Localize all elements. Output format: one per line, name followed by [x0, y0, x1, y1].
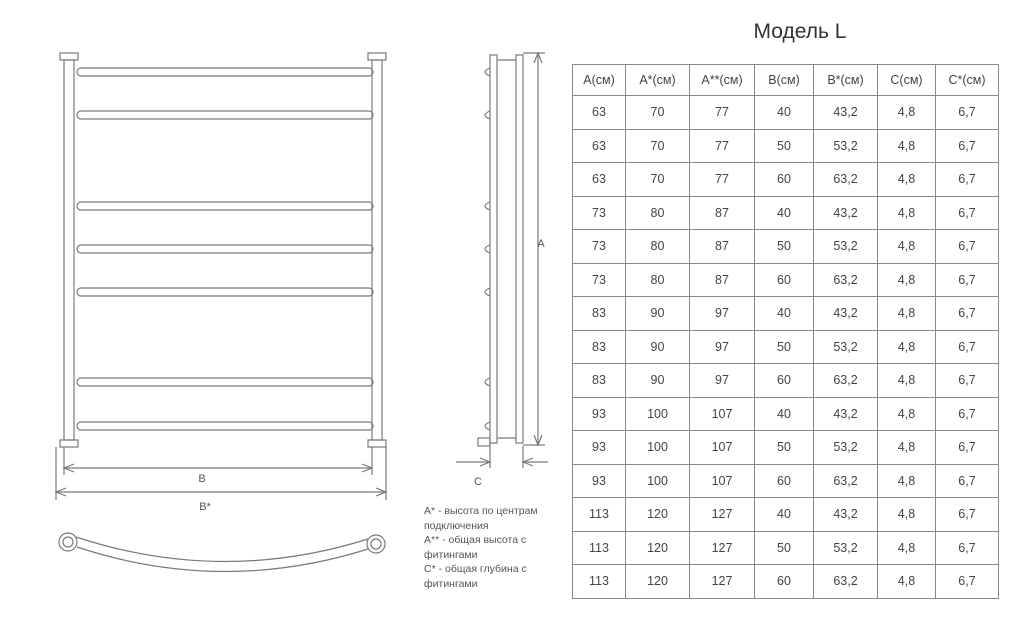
note-a-double-star: А** - общая высота с фитингами — [424, 534, 527, 561]
table-cell: 113 — [573, 498, 626, 532]
table-cell: 4,8 — [878, 498, 936, 532]
header-a: А(см) — [573, 65, 626, 96]
table-cell: 87 — [690, 196, 755, 230]
rung — [77, 288, 373, 296]
table-cell: 63,2 — [814, 464, 878, 498]
table-cell: 63 — [573, 163, 626, 197]
table-cell: 43,2 — [814, 196, 878, 230]
table-cell: 93 — [573, 397, 626, 431]
table-body — [573, 96, 999, 599]
table-cell: 50 — [755, 431, 814, 465]
side-fitting — [478, 438, 490, 446]
table-cell: 6,7 — [936, 397, 999, 431]
table-cell: 77 — [690, 129, 755, 163]
table-row — [573, 431, 999, 465]
table-cell: 4,8 — [878, 96, 936, 130]
table-cell: 93 — [573, 431, 626, 465]
front-view — [60, 53, 386, 447]
table-row — [573, 531, 999, 565]
table-cell: 4,8 — [878, 163, 936, 197]
table-cell: 90 — [626, 297, 690, 331]
table-cell: 4,8 — [878, 129, 936, 163]
table-cell: 40 — [755, 96, 814, 130]
rung — [77, 202, 373, 210]
table-cell: 53,2 — [814, 129, 878, 163]
table-cell: 90 — [626, 364, 690, 398]
table-cell: 4,8 — [878, 397, 936, 431]
table-row — [573, 297, 999, 331]
top-view — [59, 533, 385, 572]
table-cell: 83 — [573, 297, 626, 331]
table-cell: 6,7 — [936, 263, 999, 297]
table-cell: 100 — [626, 431, 690, 465]
table-cell: 4,8 — [878, 196, 936, 230]
table-cell: 53,2 — [814, 230, 878, 264]
table-cell: 43,2 — [814, 96, 878, 130]
table-cell: 40 — [755, 297, 814, 331]
header-a-star: А*(см) — [626, 65, 690, 96]
header-c-star: С*(см) — [936, 65, 999, 96]
table-cell: 60 — [755, 163, 814, 197]
side-upright-front — [516, 55, 523, 443]
table-cell: 6,7 — [936, 163, 999, 197]
table-cell: 50 — [755, 330, 814, 364]
table-cell: 6,7 — [936, 129, 999, 163]
table-cell: 80 — [626, 230, 690, 264]
table-cell: 53,2 — [814, 531, 878, 565]
table-cell: 60 — [755, 464, 814, 498]
table-cell: 6,7 — [936, 330, 999, 364]
notes — [424, 504, 574, 591]
table-cell: 6,7 — [936, 196, 999, 230]
table-cell: 77 — [690, 163, 755, 197]
table-cell: 97 — [690, 330, 755, 364]
table-cell: 73 — [573, 230, 626, 264]
table-cell: 6,7 — [936, 565, 999, 599]
table-cell: 43,2 — [814, 397, 878, 431]
label-b: B — [198, 473, 206, 485]
table-cell: 6,7 — [936, 230, 999, 264]
table-cell: 40 — [755, 397, 814, 431]
table-cell: 100 — [626, 397, 690, 431]
right-upright — [372, 60, 382, 440]
table-cell: 6,7 — [936, 431, 999, 465]
note-c-star: С* - общая глубина с фитингами — [424, 563, 527, 590]
table-cell: 50 — [755, 531, 814, 565]
table-row — [573, 464, 999, 498]
table-cell: 6,7 — [936, 297, 999, 331]
table-cell: 4,8 — [878, 297, 936, 331]
side-upright-back — [490, 55, 497, 443]
table-header-row — [573, 65, 999, 96]
note-a-star: А* - высота по центрам подключения — [424, 505, 538, 532]
table-cell: 6,7 — [936, 364, 999, 398]
table-cell: 113 — [573, 565, 626, 599]
table-cell: 70 — [626, 96, 690, 130]
table-cell: 50 — [755, 230, 814, 264]
table-cell: 60 — [755, 565, 814, 599]
table-cell: 120 — [626, 498, 690, 532]
table-row — [573, 196, 999, 230]
table-cell: 107 — [690, 464, 755, 498]
table-cell: 127 — [690, 498, 755, 532]
right-top-cap — [368, 53, 386, 60]
table-row — [573, 96, 999, 130]
label-c: C — [474, 476, 482, 488]
table-cell: 107 — [690, 397, 755, 431]
table-cell: 80 — [626, 196, 690, 230]
table-cell: 90 — [626, 330, 690, 364]
table-cell: 63,2 — [814, 263, 878, 297]
table-cell: 6,7 — [936, 96, 999, 130]
table-cell: 127 — [690, 531, 755, 565]
rung — [77, 111, 373, 119]
header-b-star: В*(см) — [814, 65, 878, 96]
spec-table — [572, 64, 999, 599]
table-cell: 6,7 — [936, 464, 999, 498]
model-title: Модель L — [753, 20, 847, 43]
dimension-c — [456, 446, 548, 468]
table-cell: 87 — [690, 263, 755, 297]
table-cell: 40 — [755, 196, 814, 230]
table-cell: 4,8 — [878, 364, 936, 398]
table-cell: 4,8 — [878, 330, 936, 364]
table-cell: 97 — [690, 297, 755, 331]
table-cell: 113 — [573, 531, 626, 565]
table-cell: 4,8 — [878, 230, 936, 264]
table-cell: 63,2 — [814, 163, 878, 197]
table-cell: 120 — [626, 531, 690, 565]
table-cell: 53,2 — [814, 330, 878, 364]
table-cell: 60 — [755, 364, 814, 398]
table-row — [573, 230, 999, 264]
table-cell: 83 — [573, 364, 626, 398]
dimension-b-star — [56, 447, 386, 500]
table-cell: 53,2 — [814, 431, 878, 465]
table-cell: 100 — [626, 464, 690, 498]
table-cell: 6,7 — [936, 498, 999, 532]
table-cell: 4,8 — [878, 531, 936, 565]
label-a: A — [537, 238, 545, 250]
table-cell: 63 — [573, 129, 626, 163]
table-row — [573, 263, 999, 297]
table-cell: 80 — [626, 263, 690, 297]
rung — [77, 68, 373, 76]
table-cell: 40 — [755, 498, 814, 532]
table-row — [573, 498, 999, 532]
header-b: В(см) — [755, 65, 814, 96]
table-cell: 127 — [690, 565, 755, 599]
table-cell: 63,2 — [814, 565, 878, 599]
table-row — [573, 129, 999, 163]
table-cell: 77 — [690, 96, 755, 130]
rung — [77, 422, 373, 430]
side-view — [478, 55, 523, 446]
table-cell: 87 — [690, 230, 755, 264]
table-cell: 60 — [755, 263, 814, 297]
table-cell: 63 — [573, 96, 626, 130]
table-row — [573, 397, 999, 431]
dimension-b — [64, 447, 372, 475]
table-cell: 4,8 — [878, 263, 936, 297]
table-cell: 120 — [626, 565, 690, 599]
rung — [77, 245, 373, 253]
header-c: С(см) — [878, 65, 936, 96]
rung — [77, 378, 373, 386]
table-row — [573, 163, 999, 197]
table-cell: 73 — [573, 263, 626, 297]
left-bottom-cap — [60, 440, 78, 447]
table-cell: 43,2 — [814, 297, 878, 331]
table-cell: 70 — [626, 163, 690, 197]
table-row — [573, 364, 999, 398]
right-bottom-cap — [368, 440, 386, 447]
table-cell: 6,7 — [936, 531, 999, 565]
header-a-double-star: А**(см) — [690, 65, 755, 96]
table-row — [573, 330, 999, 364]
label-b-star: B* — [199, 501, 211, 513]
table-cell: 63,2 — [814, 364, 878, 398]
table-cell: 83 — [573, 330, 626, 364]
table-cell: 70 — [626, 129, 690, 163]
left-upright — [64, 60, 74, 440]
left-top-cap — [60, 53, 78, 60]
table-cell: 93 — [573, 464, 626, 498]
table-row — [573, 565, 999, 599]
table-cell: 4,8 — [878, 464, 936, 498]
table-cell: 4,8 — [878, 431, 936, 465]
table-cell: 4,8 — [878, 565, 936, 599]
table-cell: 50 — [755, 129, 814, 163]
table-cell: 73 — [573, 196, 626, 230]
table-cell: 97 — [690, 364, 755, 398]
table-cell: 43,2 — [814, 498, 878, 532]
table-cell: 107 — [690, 431, 755, 465]
